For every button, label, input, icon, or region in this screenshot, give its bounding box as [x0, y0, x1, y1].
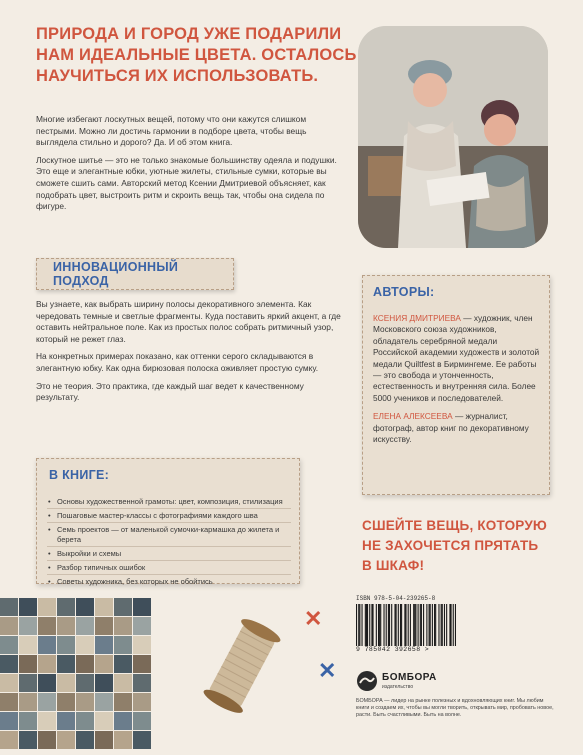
slogan-line-2: НЕ ЗАХОЧЕТСЯ ПРЯТАТЬ — [362, 538, 539, 553]
author-2-name: ЕЛЕНА АЛЕКСЕЕВА — [373, 411, 453, 422]
barcode-bar — [449, 604, 450, 646]
barcode-bar — [389, 604, 390, 646]
list-item: • Разбор типичных ошибок — [47, 561, 291, 575]
thread-spool-image — [202, 616, 282, 716]
publisher-name: БОМБОРА — [382, 672, 437, 683]
publisher-logo — [356, 670, 476, 694]
intro-paragraph-1: Многие избегают лоскутных вещей, потому что они кажутся слишком пестрыми. Можно ли достичь гармонии в подборе цвета, чтобы вещь выглядела стильно и дорого? Да. И об этом книга. — [36, 114, 307, 148]
barcode-bar — [413, 604, 414, 646]
barcode-bar — [423, 604, 424, 646]
quilt-patch — [38, 731, 56, 749]
barcode-bar — [356, 604, 357, 646]
authors-title: АВТОРЫ: — [373, 285, 435, 299]
barcode-bar — [396, 604, 397, 646]
quilt-patch — [76, 636, 94, 654]
barcode-bar — [429, 604, 430, 646]
barcode-bar — [453, 604, 454, 646]
barcode-bar — [444, 604, 445, 646]
quilt-patch — [76, 712, 94, 730]
barcode-bar — [367, 604, 368, 646]
quilt-patchwork-image — [0, 598, 152, 750]
barcode-bar — [376, 604, 377, 646]
list-item: • Выкройки и схемы — [47, 547, 291, 561]
quilt-patch — [114, 731, 132, 749]
list-item: • Семь проектов — от маленькой сумочки-кармашка до жилета и берета — [47, 523, 291, 546]
barcode-bar — [391, 604, 392, 646]
innovation-text — [36, 299, 341, 410]
bombora-wave-icon — [356, 670, 378, 692]
quilt-patch — [76, 617, 94, 635]
quilt-patch — [57, 636, 75, 654]
headline-line-2: НАМ ИДЕАЛЬНЫЕ ЦВЕТА. ОСТАЛОСЬ — [36, 46, 357, 64]
barcode-bar — [379, 604, 380, 646]
list-item: • Пошаговые мастер-классы с фотографиями каждого шва — [47, 509, 291, 523]
quilt-patch — [57, 712, 75, 730]
quilt-patch — [76, 655, 94, 673]
quilt-patch — [19, 655, 37, 673]
barcode-digits: 9 785042 392658 > — [356, 646, 430, 653]
barcode-bar — [408, 604, 409, 646]
barcode-bar — [398, 604, 399, 646]
barcode-bar — [383, 604, 384, 646]
barcode-bar — [430, 604, 431, 646]
barcode-bar — [386, 604, 387, 646]
authors-body — [373, 313, 543, 452]
quilt-patch — [133, 693, 151, 711]
quilt-patch — [0, 617, 18, 635]
quilt-patch — [0, 712, 18, 730]
barcode-bar — [441, 604, 442, 646]
quilt-patch — [76, 731, 94, 749]
barcode-bar — [388, 604, 389, 646]
barcode-bar — [438, 604, 439, 646]
headline-line-3: НАУЧИТЬСЯ ИХ ИСПОЛЬЗОВАТЬ. — [36, 67, 319, 85]
quilt-patch — [0, 655, 18, 673]
barcode-bar — [394, 604, 395, 646]
barcode-bar — [400, 604, 401, 646]
slogan-line-3: В ШКАФ! — [362, 558, 425, 573]
quilt-patch — [76, 693, 94, 711]
innovation-heading: ИННОВАЦИОННЫЙ ПОДХОД — [53, 260, 179, 288]
quilt-patch — [19, 712, 37, 730]
intro-text — [36, 114, 341, 219]
author-2 — [373, 411, 543, 445]
barcode-icon — [356, 604, 456, 646]
barcode-bar — [426, 604, 427, 646]
quilt-patch — [95, 712, 113, 730]
quilt-patch — [19, 617, 37, 635]
barcode-bar — [455, 604, 456, 646]
quilt-patch — [0, 636, 18, 654]
barcode-bar — [418, 604, 419, 646]
barcode-bar — [451, 604, 452, 646]
quilt-patch — [57, 693, 75, 711]
quilt-patch — [38, 712, 56, 730]
isbn-text: ISBN 978-5-04-239265-8 — [356, 595, 436, 602]
barcode-bar — [366, 604, 367, 646]
cross-stitch-blue-icon: ✕ — [318, 658, 337, 683]
quilt-patch — [133, 617, 151, 635]
in-book-card — [36, 458, 300, 587]
quilt-patch — [19, 731, 37, 749]
quilt-patch — [133, 731, 151, 749]
barcode-bar — [434, 604, 435, 646]
author-1 — [373, 313, 543, 404]
barcode-bar — [358, 604, 359, 646]
quilt-patch — [114, 712, 132, 730]
authors-card — [362, 275, 550, 495]
author-1-name: КСЕНИЯ ДМИТРИЕВА — [373, 313, 461, 323]
quilt-patch — [19, 598, 37, 616]
quilt-patch — [95, 617, 113, 635]
publisher-sub: издательство — [382, 684, 414, 690]
quilt-patch — [38, 617, 56, 635]
quilt-patch — [19, 674, 37, 692]
quilt-patch — [38, 655, 56, 673]
quilt-patch — [57, 674, 75, 692]
quilt-patch — [57, 598, 75, 616]
quilt-patch — [57, 731, 75, 749]
barcode-bar — [401, 604, 402, 646]
barcode-bar — [378, 604, 379, 646]
barcode-bar — [442, 604, 443, 646]
quilt-patch — [114, 636, 132, 654]
quilt-patch — [0, 731, 18, 749]
innovation-paragraph-2: На конкретных примерах показано, как оттенки серого складываются в элегантную юбку. Как одна бирюзовая полоска оживляет простую сумку. — [36, 351, 319, 373]
quilt-patch — [0, 598, 18, 616]
quilt-patch — [114, 617, 132, 635]
quilt-patch — [95, 655, 113, 673]
quilt-patch — [95, 674, 113, 692]
quilt-patch — [95, 693, 113, 711]
slogan — [362, 516, 562, 576]
innovation-heading-tag — [36, 258, 234, 290]
quilt-patch — [76, 674, 94, 692]
quilt-patch — [19, 636, 37, 654]
authors-photo — [358, 26, 548, 248]
quilt-patch — [114, 598, 132, 616]
quilt-patch — [95, 598, 113, 616]
slogan-line-1: СШЕЙТЕ ВЕЩЬ, КОТОРУЮ — [362, 518, 548, 533]
quilt-patch — [133, 655, 151, 673]
quilt-patch — [19, 693, 37, 711]
quilt-patch — [133, 598, 151, 616]
barcode-bar — [435, 604, 436, 646]
in-book-list — [47, 495, 291, 588]
barcode-bar — [420, 604, 421, 646]
quilt-patch — [133, 636, 151, 654]
barcode-bar — [432, 604, 433, 646]
author-2-bio: — журналист, фотограф, автор книг по декоративному искусству. — [373, 411, 529, 445]
author-1-bio: — художник, член Московского союза художников, обладатель серебряной медали Российской академии художеств и золотой медали Quiltfest в Бирмингеме. Ее работы — это свобода и утонченность, естественность и внутренняя сила. Более 5000 учеников и последователей. — [373, 313, 540, 403]
innovation-paragraph-1: Вы узнаете, как выбрать ширину полосы декоративного элемента. Как чередовать темные и светлые фрагменты. Куда поставить яркий акцент, а где оставить нейтральное поле. Как из простых полос собрать ритмичный узор, который не режет глаз. — [36, 299, 341, 344]
barcode-bar — [372, 604, 373, 646]
headline — [36, 24, 357, 87]
intro-paragraph-2: Лоскутное шитье — это не только знакомые большинству одеяла и подушки. Это еще и элегантные юбки, уютные жилеты, стильные сумки, которые вы сможете сшить сами. Авторский метод Ксении Дмитриевой объясняет, как подобрать цвет, выстроить ритм и скроить вещь так, чтобы она сидела по фигуре. — [36, 154, 337, 212]
quilt-patch — [38, 636, 56, 654]
quilt-patch — [57, 655, 75, 673]
quilt-patch — [76, 598, 94, 616]
list-item: • Основы художественной грамоты: цвет, композиция, стилизация — [47, 495, 291, 509]
quilt-patch — [38, 598, 56, 616]
barcode-bar — [415, 604, 416, 646]
barcode-area — [356, 595, 456, 663]
quilt-patch — [57, 617, 75, 635]
cross-stitch-red-icon: ✕ — [304, 606, 323, 631]
quilt-patch — [0, 674, 18, 692]
quilt-patch — [133, 674, 151, 692]
quilt-patch — [95, 636, 113, 654]
list-item: • Советы художника, без которых не обойтись — [47, 575, 291, 588]
barcode-bar — [365, 604, 366, 646]
barcode-bar — [359, 604, 360, 646]
quilt-patch — [114, 674, 132, 692]
barcode-bar — [369, 604, 370, 646]
barcode-bar — [361, 604, 362, 646]
quilt-patch — [133, 712, 151, 730]
barcode-bar — [414, 604, 415, 646]
barcode-bar — [404, 604, 405, 646]
barcode-bar — [405, 604, 406, 646]
barcode-bar — [421, 604, 422, 646]
quilt-patch — [114, 655, 132, 673]
barcode-bar — [410, 604, 411, 646]
quilt-patch — [0, 693, 18, 711]
innovation-paragraph-3: Это не теория. Это практика, где каждый шаг ведет к качественному результату. — [36, 380, 304, 403]
barcode-bar — [380, 604, 381, 646]
quilt-patch — [114, 693, 132, 711]
barcode-bar — [371, 604, 372, 646]
publisher-blurb: БОМБОРА — лидер на рынке полезных и вдохновляющих книг. Мы любим книги и создаем их, чтобы вы могли творить, открывать мир, пробовать новое, расти. Быть счастливыми. Быть на волне. — [356, 698, 554, 718]
in-book-title: В КНИГЕ: — [49, 468, 110, 482]
quilt-patch — [38, 674, 56, 692]
quilt-patch — [38, 693, 56, 711]
headline-line-1: ПРИРОДА И ГОРОД УЖЕ ПОДАРИЛИ — [36, 25, 342, 43]
quilt-patch — [95, 731, 113, 749]
barcode-bar — [446, 604, 447, 646]
